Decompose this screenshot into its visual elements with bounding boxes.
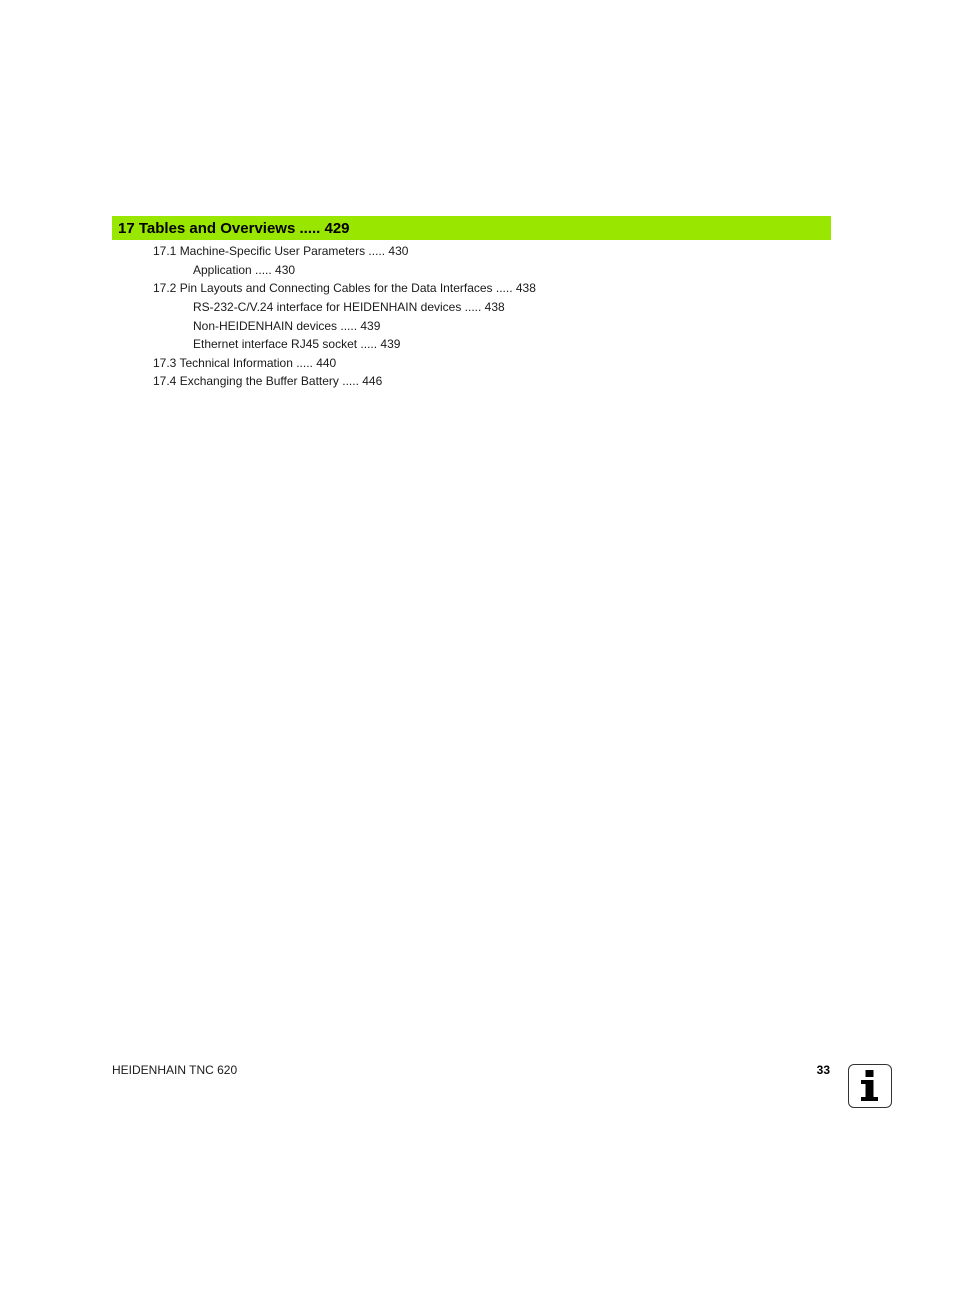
info-icon — [848, 1064, 892, 1108]
footer-page-number: 33 — [816, 1063, 830, 1077]
toc-entry-rs232[interactable]: RS-232-C/V.24 interface for HEIDENHAIN devices ..... 438 — [193, 300, 505, 314]
toc-entry-17-2[interactable]: 17.2 Pin Layouts and Connecting Cables for the Data Interfaces ..... 438 — [153, 281, 536, 295]
toc-entry-application[interactable]: Application ..... 430 — [193, 263, 296, 277]
footer-product-name: HEIDENHAIN TNC 620 — [112, 1063, 238, 1077]
chapter-heading-bar — [112, 216, 831, 240]
chapter-title[interactable]: 17 Tables and Overviews ..... 429 — [118, 219, 350, 237]
toc-entry-17-3[interactable]: 17.3 Technical Information ..... 440 — [153, 356, 337, 370]
toc-entry-17-1[interactable]: 17.1 Machine-Specific User Parameters ..... 430 — [153, 244, 409, 258]
toc-entry-17-4[interactable]: 17.4 Exchanging the Buffer Battery ..... 446 — [153, 374, 383, 388]
toc-entry-non-heidenhain[interactable]: Non-HEIDENHAIN devices ..... 439 — [193, 319, 381, 333]
toc-entry-ethernet[interactable]: Ethernet interface RJ45 socket ..... 439 — [193, 337, 401, 351]
